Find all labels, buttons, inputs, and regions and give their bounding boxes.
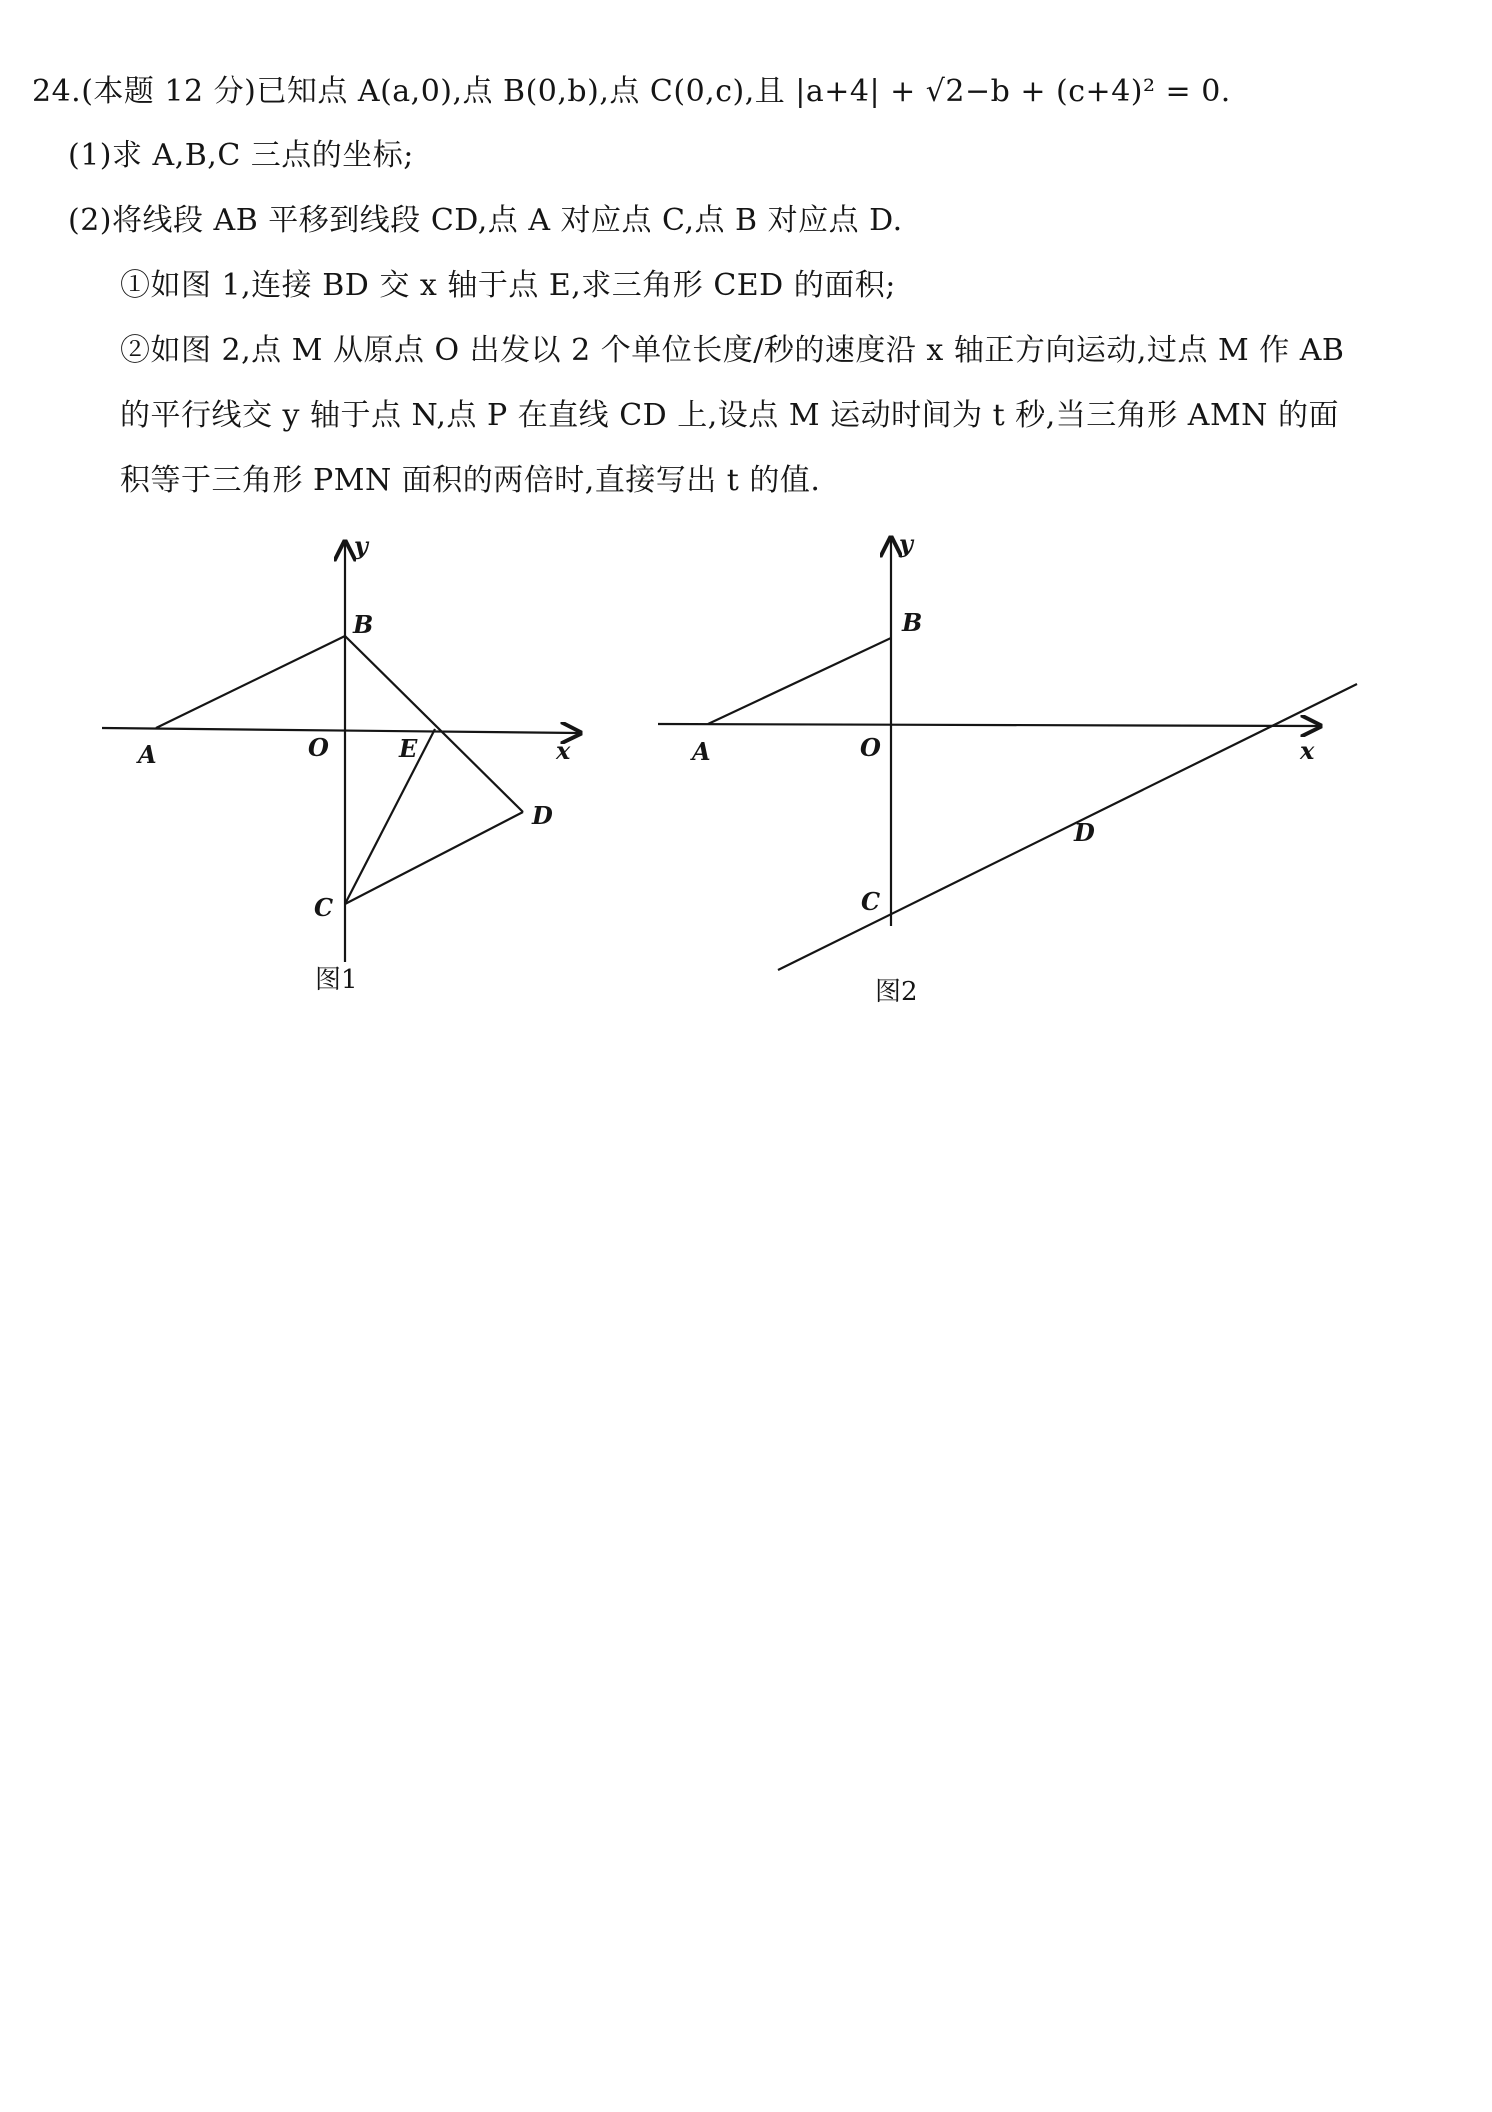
question-2-part-2-line-3: 积等于三角形 PMN 面积的两倍时,直接写出 t 的值.	[120, 463, 821, 498]
figure-2	[650, 530, 1390, 1030]
figure-1-label-d: D	[532, 801, 553, 830]
figure-1-label-e: E	[399, 734, 418, 763]
figure-1-label-b: B	[353, 610, 374, 639]
figure-1-label-c: C	[314, 893, 334, 922]
line-cd	[778, 684, 1357, 970]
figure-1-label-x: x	[556, 736, 571, 765]
figure-1	[90, 530, 610, 1030]
figure-1-label-y: y	[354, 531, 368, 560]
segment-ab	[156, 636, 345, 728]
figure-1-label-o: O	[308, 733, 329, 762]
figure-1-caption: 图1	[315, 965, 358, 995]
figure-2-label-c: C	[861, 887, 881, 916]
segment-bd	[345, 636, 523, 812]
question-2-part-2-line-1: ②如图 2,点 M 从原点 O 出发以 2 个单位长度/秒的速度沿 x 轴正方向运动,过点 M 作 AB	[120, 333, 1345, 368]
figure-1-diagram	[90, 530, 610, 1030]
segment-ce	[345, 729, 435, 904]
figure-2-label-b: B	[902, 608, 923, 637]
segment-cd	[345, 812, 523, 904]
figure-2-label-y: y	[899, 530, 913, 558]
figure-2-label-o: O	[860, 733, 881, 762]
figure-2-label-d: D	[1074, 818, 1095, 847]
question-1: (1)求 A,B,C 三点的坐标;	[68, 138, 414, 173]
segment-ab	[708, 638, 891, 724]
figure-2-caption: 图2	[875, 977, 918, 1007]
question-2-part-1: ①如图 1,连接 BD 交 x 轴于点 E,求三角形 CED 的面积;	[120, 268, 896, 303]
figure-1-label-a: A	[138, 740, 157, 769]
question-2: (2)将线段 AB 平移到线段 CD,点 A 对应点 C,点 B 对应点 D.	[68, 203, 903, 238]
figure-1-x-axis	[102, 728, 578, 733]
question-2-part-2-line-2: 的平行线交 y 轴于点 N,点 P 在直线 CD 上,设点 M 运动时间为 t 秒,当三角形 AMN 的面	[120, 398, 1339, 433]
figure-2-x-axis	[658, 724, 1318, 726]
figure-2-label-x: x	[1300, 736, 1315, 765]
problem-statement: 24.(本题 12 分)已知点 A(a,0),点 B(0,b),点 C(0,c),且 |a+4| + √2−b + (c+4)² = 0.	[32, 74, 1231, 109]
figure-2-diagram	[650, 530, 1390, 1030]
figure-2-label-a: A	[692, 737, 711, 766]
